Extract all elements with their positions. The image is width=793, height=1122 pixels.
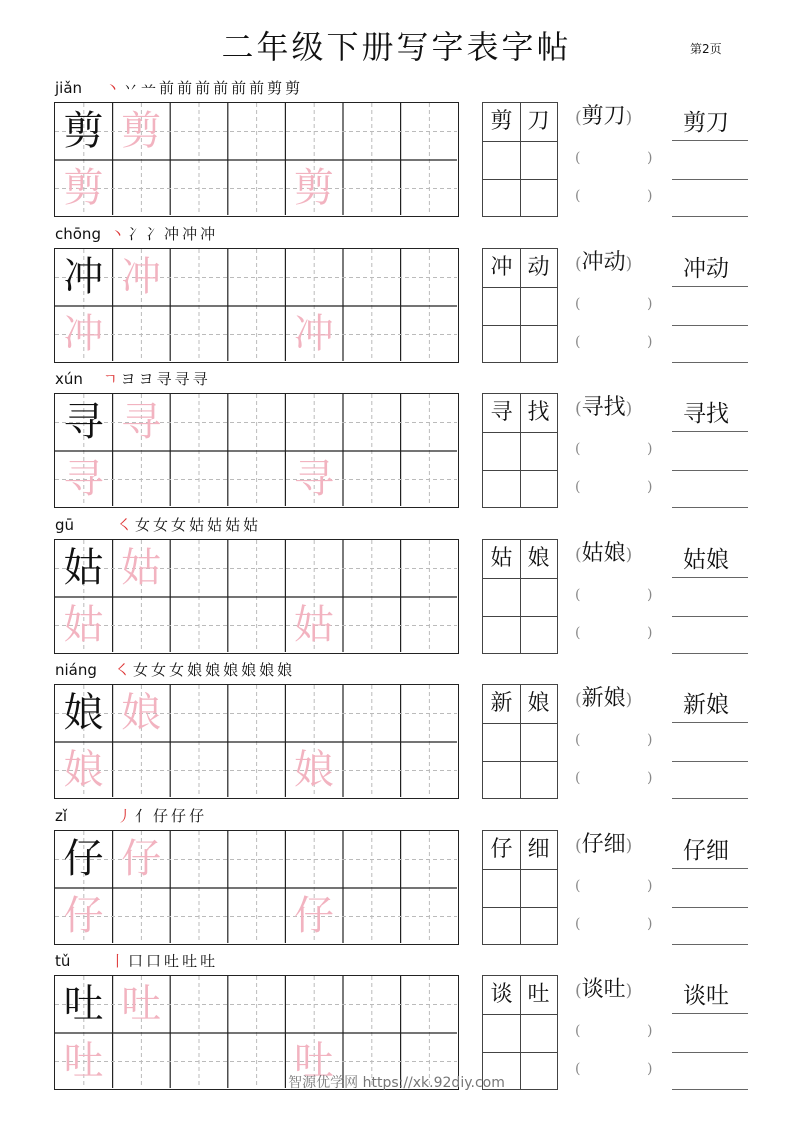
stroke-step: 女: [135, 516, 151, 534]
pinyin-blank: ( ): [575, 296, 653, 312]
stroke-order: [115, 660, 295, 680]
stroke-step: 寻: [192, 370, 208, 388]
writing-grid: [54, 102, 459, 217]
stroke-step: 冲: [164, 225, 180, 243]
copy-word: 冲动: [683, 256, 729, 282]
blank-word-text: 仔细: [581, 832, 626, 857]
page-number: 第2页: [690, 42, 722, 56]
copy-word: 仔细: [683, 838, 729, 864]
stroke-step: 仔: [153, 807, 169, 825]
trace-character: 姑: [293, 602, 334, 648]
stroke-order: [117, 515, 261, 535]
pinyin-label: gū: [55, 516, 75, 534]
word-grid-character: 刀: [527, 109, 550, 134]
stroke-step: 前: [177, 79, 193, 97]
pinyin-blank: ( ): [575, 770, 653, 786]
pinyin-label: xún: [55, 370, 83, 388]
pinyin-blank-word: (仔细): [575, 832, 633, 857]
model-character: 仔: [63, 836, 104, 882]
writing-grid: [54, 248, 459, 363]
copy-line: [672, 179, 748, 180]
trace-character: 姑: [63, 602, 104, 648]
stroke-order: [103, 369, 211, 389]
stroke-step: ㇛: [115, 661, 131, 679]
practice-row: [0, 660, 793, 805]
copy-line: [672, 140, 748, 141]
copy-line: [672, 286, 748, 287]
trace-character: 冲: [121, 254, 162, 300]
word-grid: [482, 684, 558, 799]
stroke-step: 娘: [187, 661, 203, 679]
blank-word-text: 谈吐: [581, 977, 626, 1002]
word-grid: [482, 393, 558, 508]
page-title: 二年级下册写字表字帖: [221, 28, 572, 66]
trace-character: 寻: [293, 456, 334, 502]
trace-character: 仔: [293, 893, 334, 939]
model-character: 姑: [63, 545, 104, 591]
pinyin-blank: ( ): [575, 150, 653, 166]
copy-line: [672, 944, 748, 945]
copy-line: [672, 868, 748, 869]
pinyin-label: niáng: [55, 661, 97, 679]
stroke-step: 姑: [243, 516, 259, 534]
word-grid-character: 娘: [527, 546, 550, 571]
stroke-step: 寻: [156, 370, 172, 388]
word-grid-character: 剪: [490, 109, 513, 134]
stroke-step: 前: [195, 79, 211, 97]
stroke-order: [110, 224, 218, 244]
stroke-step: 剪: [285, 79, 301, 97]
stroke-step: 剪: [267, 79, 283, 97]
copy-line: [672, 653, 748, 654]
stroke-step: 口: [146, 952, 162, 970]
stroke-step: 丶: [110, 225, 126, 243]
stroke-step: 娘: [241, 661, 257, 679]
practice-row: [0, 806, 793, 951]
trace-character: 剪: [121, 108, 162, 154]
writing-grid: [54, 830, 459, 945]
stroke-step: 娘: [277, 661, 293, 679]
pinyin-blank-word: (冲动): [575, 250, 633, 275]
pinyin-blank: ( ): [575, 441, 653, 457]
word-grid-character: 寻: [490, 400, 513, 425]
trace-character: 剪: [293, 165, 334, 211]
practice-row: [0, 224, 793, 369]
copy-line: [672, 1052, 748, 1053]
copy-word: 剪刀: [683, 110, 729, 136]
trace-character: 寻: [63, 456, 104, 502]
stroke-step: 丷: [123, 79, 139, 97]
word-grid: [482, 102, 558, 217]
pinyin-blank: ( ): [575, 732, 653, 748]
copy-line: [672, 722, 748, 723]
practice-row: [0, 369, 793, 514]
pinyin-blank: ( ): [575, 878, 653, 894]
copy-line: [672, 431, 748, 432]
pinyin-blank: ( ): [575, 188, 653, 204]
blank-word-text: 寻找: [581, 395, 626, 420]
stroke-step: 寻: [174, 370, 190, 388]
stroke-step: 吐: [164, 952, 180, 970]
copy-line: [672, 507, 748, 508]
pinyin-blank: ( ): [575, 625, 653, 641]
trace-character: 吐: [63, 1038, 104, 1084]
footer-watermark: 智源优学网 https://xk.92diy.com: [288, 1075, 505, 1091]
copy-line: [672, 470, 748, 471]
pinyin-label: jiǎn: [55, 79, 83, 97]
trace-character: 冲: [293, 311, 334, 357]
trace-character: 冲: [63, 311, 104, 357]
copy-line: [672, 616, 748, 617]
stroke-step: ㄱ: [103, 370, 118, 388]
stroke-step: 吐: [182, 952, 198, 970]
word-grid-character: 娘: [527, 691, 550, 716]
stroke-step: 前: [231, 79, 247, 97]
pinyin-label: chōng: [55, 225, 101, 243]
stroke-step: 䒑: [141, 79, 157, 97]
stroke-step: 姑: [189, 516, 205, 534]
pinyin-blank: ( ): [575, 916, 653, 932]
stroke-step: ヨ: [120, 370, 136, 388]
trace-character: 吐: [293, 1038, 334, 1084]
stroke-step: 仔: [189, 807, 205, 825]
copy-word: 寻找: [683, 401, 729, 427]
trace-character: 吐: [121, 981, 162, 1027]
word-grid-character: 细: [527, 837, 550, 862]
word-grid-character: 姑: [490, 546, 513, 571]
copy-word: 谈吐: [683, 983, 729, 1009]
stroke-step: 女: [153, 516, 169, 534]
word-grid: [482, 539, 558, 654]
practice-row: [0, 515, 793, 660]
pinyin-blank-word: (寻找): [575, 395, 633, 420]
trace-character: 姑: [121, 545, 162, 591]
stroke-step: 冫: [128, 225, 144, 243]
pinyin-blank: ( ): [575, 1023, 653, 1039]
stroke-step: 亻: [135, 807, 151, 825]
stroke-step: 女: [151, 661, 167, 679]
word-grid-character: 动: [527, 255, 550, 280]
trace-character: 娘: [293, 747, 334, 793]
pinyin-label: zǐ: [55, 807, 68, 825]
stroke-step: 娘: [259, 661, 275, 679]
writing-grid: [54, 539, 459, 654]
copy-line: [672, 577, 748, 578]
word-grid-character: 吐: [527, 982, 550, 1007]
stroke-step: 仔: [171, 807, 187, 825]
writing-grid: [54, 393, 459, 508]
stroke-step: 前: [213, 79, 229, 97]
stroke-step: 冲: [182, 225, 198, 243]
pinyin-blank-word: (姑娘): [575, 541, 633, 566]
stroke-step: 娘: [205, 661, 221, 679]
blank-word-text: 姑娘: [581, 541, 626, 566]
trace-character: 娘: [121, 690, 162, 736]
blank-word-text: 剪刀: [581, 104, 626, 129]
stroke-step: 女: [169, 661, 185, 679]
stroke-step: 丿: [117, 807, 133, 825]
model-character: 吐: [63, 981, 104, 1027]
stroke-order: [117, 806, 207, 826]
stroke-step: 口: [128, 952, 144, 970]
copy-line: [672, 216, 748, 217]
stroke-order: [110, 951, 218, 971]
stroke-step: 丨: [110, 952, 126, 970]
word-grid-character: 冲: [490, 255, 513, 280]
copy-word: 新娘: [683, 692, 729, 718]
model-character: 剪: [63, 108, 104, 154]
stroke-step: 吐: [200, 952, 216, 970]
pinyin-blank-word: (剪刀): [575, 104, 633, 129]
model-character: 娘: [63, 690, 104, 736]
trace-character: 仔: [63, 893, 104, 939]
stroke-step: ヨ: [138, 370, 154, 388]
stroke-step: 前: [249, 79, 265, 97]
word-grid-character: 仔: [490, 837, 513, 862]
stroke-step: 冫: [146, 225, 162, 243]
copy-line: [672, 907, 748, 908]
copy-line: [672, 325, 748, 326]
word-grid-character: 找: [527, 400, 550, 425]
stroke-step: 丶: [105, 79, 121, 97]
stroke-step: 女: [133, 661, 149, 679]
pinyin-blank: ( ): [575, 479, 653, 495]
pinyin-blank: ( ): [575, 334, 653, 350]
word-grid-character: 谈: [490, 982, 513, 1007]
stroke-step: 女: [171, 516, 187, 534]
word-grid: [482, 248, 558, 363]
word-grid: [482, 830, 558, 945]
trace-character: 娘: [63, 747, 104, 793]
trace-character: 寻: [121, 399, 162, 445]
practice-row: [0, 78, 793, 223]
copy-line: [672, 798, 748, 799]
stroke-step: 前: [159, 79, 175, 97]
copy-word: 姑娘: [683, 547, 729, 573]
trace-character: 仔: [121, 836, 162, 882]
trace-character: 剪: [63, 165, 104, 211]
blank-word-text: 新娘: [581, 686, 626, 711]
pinyin-blank-word: (谈吐): [575, 977, 633, 1002]
stroke-order: [105, 78, 303, 98]
stroke-step: 娘: [223, 661, 239, 679]
writing-grid: [54, 684, 459, 799]
word-grid-character: 新: [490, 691, 513, 716]
blank-word-text: 冲动: [581, 250, 626, 275]
stroke-step: 冲: [200, 225, 216, 243]
stroke-step: 姑: [225, 516, 241, 534]
copy-line: [672, 362, 748, 363]
model-character: 寻: [63, 399, 104, 445]
pinyin-blank: ( ): [575, 587, 653, 603]
model-character: 冲: [63, 254, 104, 300]
stroke-step: ㇛: [117, 516, 133, 534]
stroke-step: 姑: [207, 516, 223, 534]
pinyin-blank: ( ): [575, 1061, 653, 1077]
pinyin-label: tǔ: [55, 952, 71, 970]
copy-line: [672, 761, 748, 762]
pinyin-blank-word: (新娘): [575, 686, 633, 711]
copy-line: [672, 1013, 748, 1014]
